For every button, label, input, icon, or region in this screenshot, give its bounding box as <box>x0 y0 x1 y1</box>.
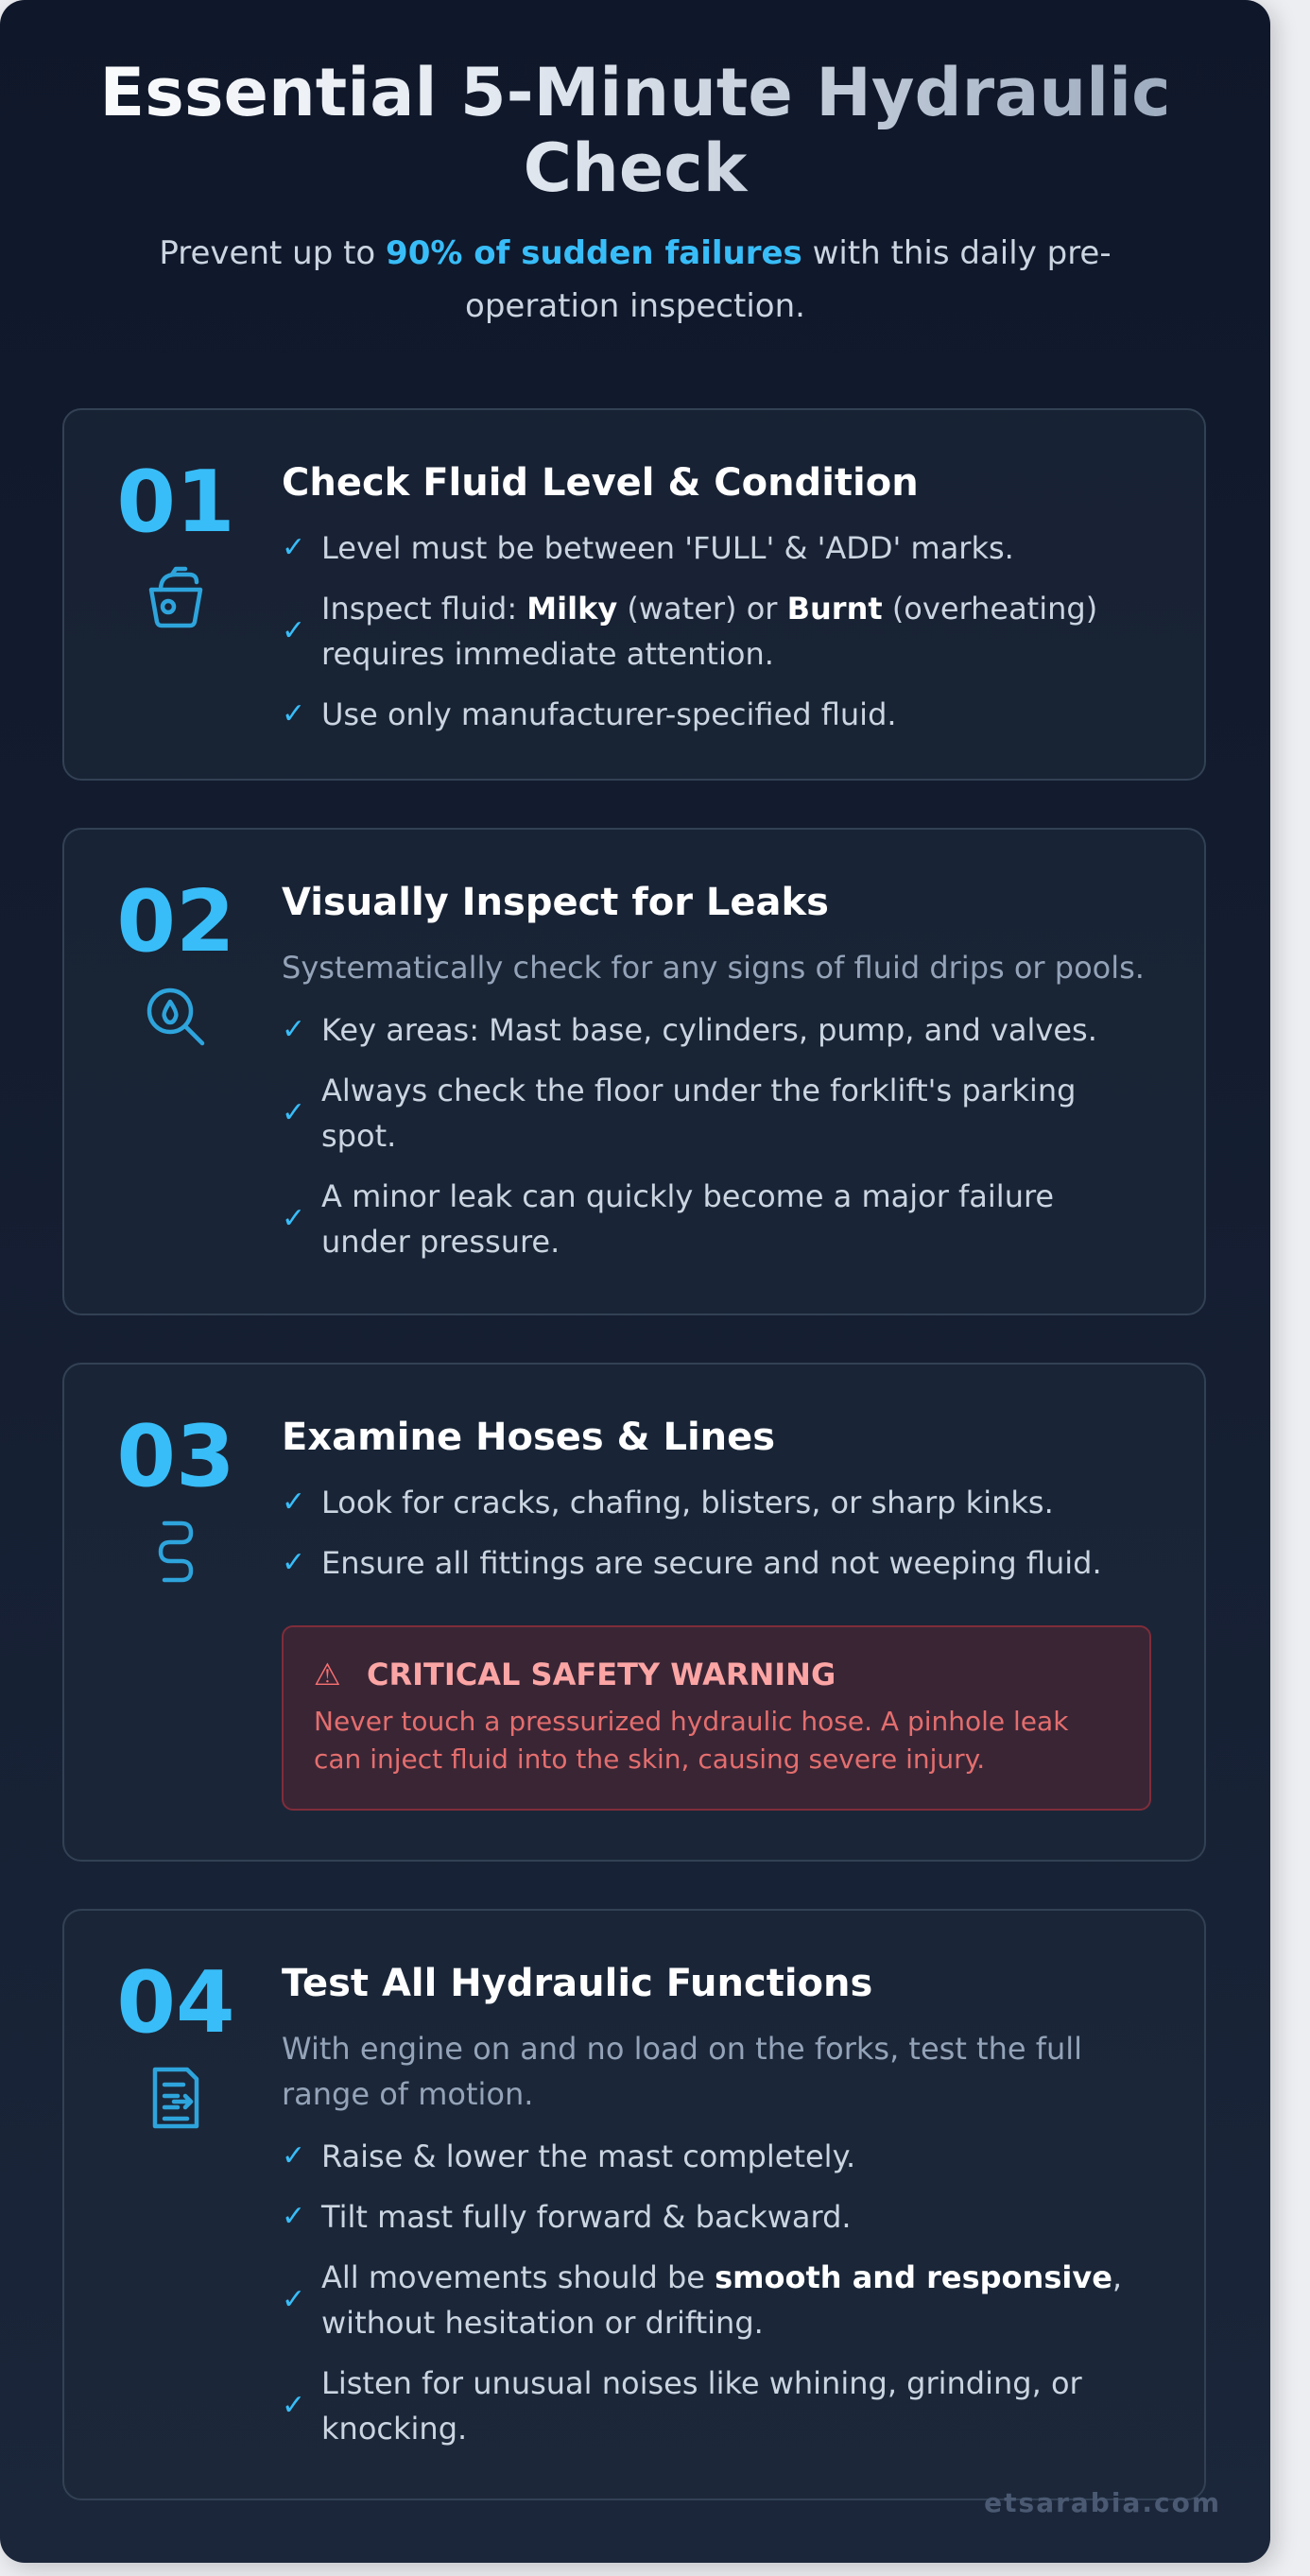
checkmark-icon: ✓ <box>282 697 306 730</box>
checkmark-icon: ✓ <box>282 1013 306 1046</box>
warning-triangle-icon: ⚠ <box>314 1657 341 1692</box>
step-card-03 <box>62 1363 1206 1862</box>
brand-watermark: etsarabia.com <box>984 2487 1221 2518</box>
step-title: Check Fluid Level & Condition <box>282 461 919 505</box>
step-card-02 <box>62 828 1206 1315</box>
step-title: Examine Hoses & Lines <box>282 1416 776 1459</box>
list-item: ✓ Use only manufacturer-specified fluid. <box>282 692 1151 737</box>
step-card-01 <box>62 408 1206 781</box>
checklist <box>282 525 1151 737</box>
step-description: Systematically check for any signs of fluid drips or pools. <box>282 950 1145 986</box>
list-item: ✓ Inspect fluid: Milky (water) or Burnt (overheating) requires immediate attention. <box>282 591 1098 672</box>
checkmark-icon: ✓ <box>282 1485 306 1519</box>
list-item: ✓ Look for cracks, chafing, blisters, or sharp kinks. <box>282 1480 1151 1525</box>
page-title: Essential 5-Minute Hydraulic Check <box>0 55 1270 206</box>
fluid-container-icon <box>140 561 212 633</box>
list-item: ✓ Raise & lower the mast completely. <box>282 2134 1151 2179</box>
list-item: ✓ Tilt mast fully forward & backward. <box>282 2194 1151 2240</box>
subtitle-highlight: 90% of sudden failures <box>386 234 802 272</box>
list-item: ✓ All movements should be smooth and responsive, without hesitation or drifting. <box>282 2259 1123 2341</box>
warning-text: Never touch a pressurized hydraulic hose. A pinhole leak can inject fluid into the skin, causing severe injury. <box>314 1706 1069 1775</box>
step-description: With engine on and no load on the forks, test the full range of motion. <box>282 2031 1083 2112</box>
checkmark-icon: ✓ <box>282 2389 306 2422</box>
checkmark-icon: ✓ <box>282 1202 306 1235</box>
magnifier-drop-icon <box>140 981 212 1053</box>
checkmark-icon: ✓ <box>282 1546 306 1579</box>
checkmark-icon: ✓ <box>282 614 306 647</box>
step-number: 03 <box>116 1407 235 1506</box>
list-item: ✓ Level must be between 'FULL' & 'ADD' marks. <box>282 525 1151 571</box>
list-item: ✓ Ensure all fittings are secure and not weeping fluid. <box>282 1540 1151 1586</box>
checkmark-icon: ✓ <box>282 2200 306 2233</box>
step-card-04 <box>62 1909 1206 2500</box>
step-number: 01 <box>116 453 235 552</box>
hose-icon <box>140 1516 212 1588</box>
subtitle: Prevent up to 90% of sudden failures with this daily pre-operation inspection. <box>159 234 1112 325</box>
checkmark-icon: ✓ <box>282 531 306 564</box>
list-item: ✓ A minor leak can quickly become a major failure under pressure. <box>282 1178 1055 1260</box>
step-number: 02 <box>116 872 235 971</box>
checklist-icon <box>140 2062 212 2134</box>
checkmark-icon: ✓ <box>282 2139 306 2172</box>
checklist <box>282 2134 1151 2451</box>
list-item: ✓ Always check the floor under the forklift's parking spot. <box>282 1073 1077 1154</box>
step-title: Test All Hydraulic Functions <box>282 1962 873 2005</box>
checklist <box>282 1480 1151 1586</box>
list-item: ✓ Listen for unusual noises like whining, grinding, or knocking. <box>282 2365 1082 2447</box>
warning-title: ⚠ CRITICAL SAFETY WARNING <box>314 1654 1119 1695</box>
safety-warning-box <box>282 1625 1151 1811</box>
step-number: 04 <box>116 1953 235 2052</box>
step-title: Visually Inspect for Leaks <box>282 881 829 924</box>
checkmark-icon: ✓ <box>282 2283 306 2316</box>
checkmark-icon: ✓ <box>282 1096 306 1129</box>
list-item: ✓ Key areas: Mast base, cylinders, pump, and valves. <box>282 1007 1151 1053</box>
checklist <box>282 1007 1151 1264</box>
